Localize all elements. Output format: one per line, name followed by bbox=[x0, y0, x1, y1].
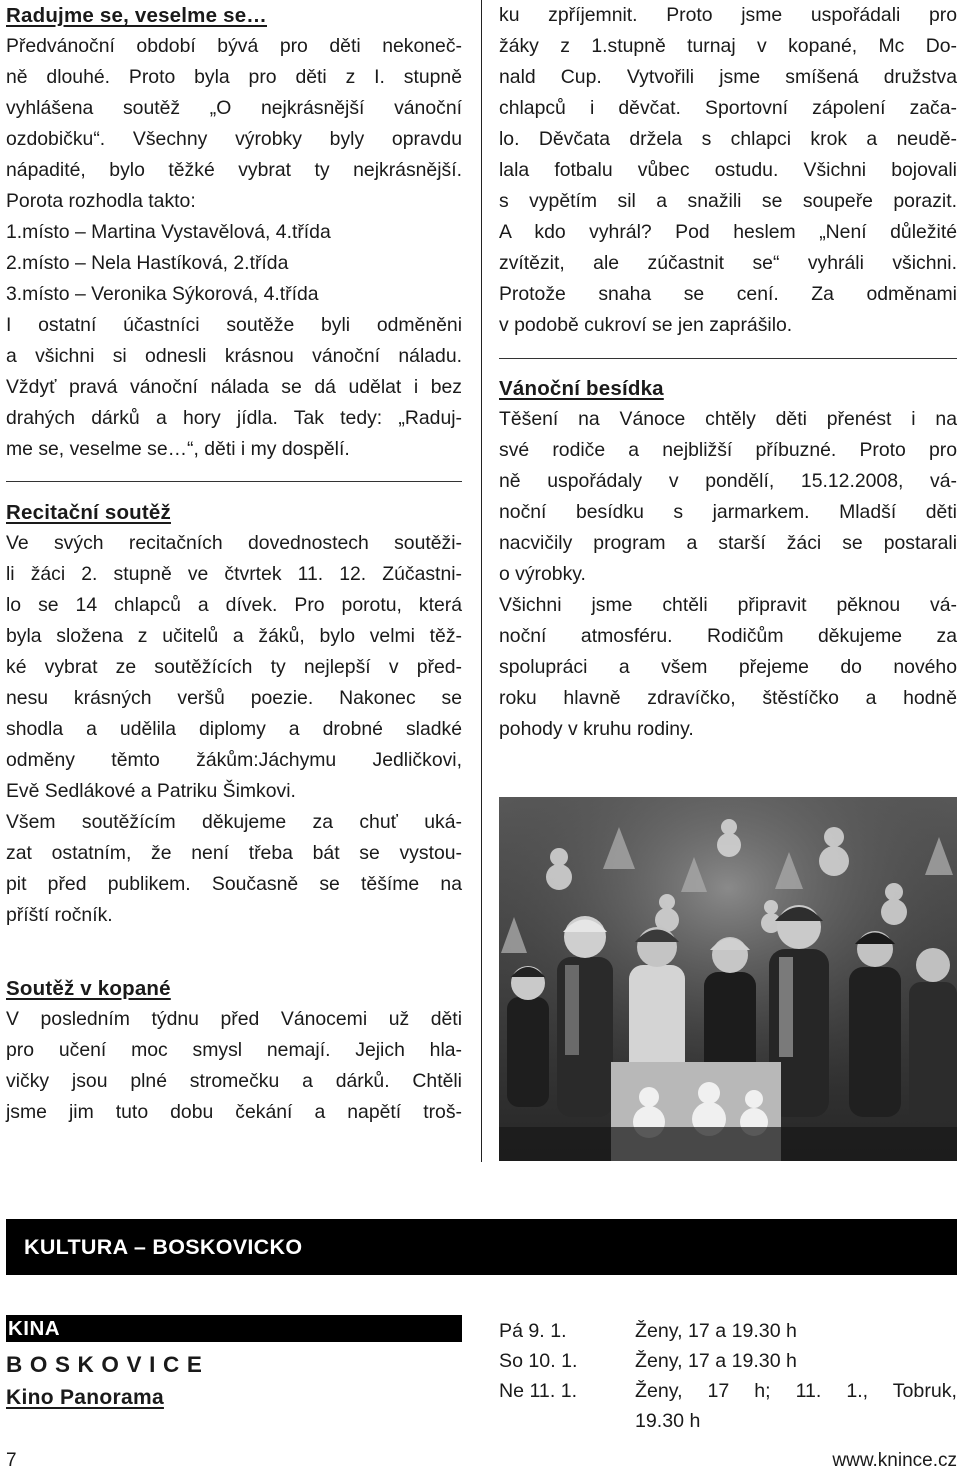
text-line: Všem soutěžícím děkujeme za chuť uká- bbox=[6, 811, 462, 833]
schedule-row bbox=[499, 1376, 957, 1436]
schedule-film: Ženy, 17 a 19.30 h bbox=[635, 1320, 797, 1342]
text-line: ozdobičku“. Všechny výrobky byly opravdu bbox=[6, 128, 462, 150]
text-line: Těšení na Vánoce chtěly děti přenést i na bbox=[499, 408, 957, 430]
article-radujme bbox=[6, 0, 462, 465]
text-line: Vždyť pravá vánoční nálada se dá udělat i bez bbox=[6, 376, 462, 398]
text-line: zat ostatním, že není třeba bát se vystou- bbox=[6, 842, 462, 864]
article-title: Recitační soutěž bbox=[6, 501, 171, 524]
text-line: ku zpříjemnit. Proto jsme uspořádali pro bbox=[499, 4, 957, 26]
text-line: li žáci 2. stupně ve čtvrtek 11. 12. Zúčastni- bbox=[6, 563, 462, 585]
text-line: chlapců i děvčat. Sportovní zápolení zača- bbox=[499, 97, 957, 119]
text-line: nald Cup. Vytvořili jsme smíšená družstva bbox=[499, 66, 957, 88]
text-line: s vypětím sil a snažili se soupeře porazit. bbox=[499, 190, 957, 212]
article-recitacni bbox=[6, 497, 462, 931]
text-line: Protože snaha se cení. Za odměnami bbox=[499, 283, 957, 305]
text-line: v podobě cukroví se jen zaprášilo. bbox=[499, 314, 793, 336]
right-column bbox=[499, 0, 957, 745]
text-line: spolupráci a všem přejeme do nového bbox=[499, 656, 957, 678]
text-line: odměny těmto žákům:Jáchymu Jedličkovi, bbox=[6, 749, 462, 771]
text-line: 3.místo – Veronika Sýkorová, 4.třída bbox=[6, 283, 319, 305]
text-line: pro učení moc smysl nemají. Jejich hla- bbox=[6, 1039, 462, 1061]
article-body-continued bbox=[499, 0, 957, 341]
schedule-film-line: Ženy, 17 h; 11. 1., Tobruk, bbox=[635, 1380, 957, 1402]
article-body bbox=[6, 528, 462, 931]
text-line: nacvičily program a starší žáci se postarali bbox=[499, 532, 957, 554]
kina-banner: KINA bbox=[6, 1315, 462, 1342]
text-line: ně uspořádaly v pondělí, 15.12.2008, vá- bbox=[499, 470, 957, 492]
text-line: lo. Děvčata držela s chlapci krok a neudě- bbox=[499, 128, 957, 150]
text-line: Ve svých recitačních dovednostech soutěži- bbox=[6, 532, 462, 554]
section-divider bbox=[499, 358, 957, 359]
text-line: byla složena z učitelů a žáků, bylo velmi těž- bbox=[6, 625, 462, 647]
text-line: roku hlavně zdravíčko, štěstíčko a hodně bbox=[499, 687, 957, 709]
schedule-film bbox=[635, 1376, 957, 1436]
child-figure bbox=[507, 966, 549, 1107]
town-heading: BOSKOVICE bbox=[6, 1352, 210, 1377]
text-line: Všichni jsme chtěli připravit pěknou vá- bbox=[499, 594, 957, 616]
text-line: 1.místo – Martina Vystavělová, 4.třída bbox=[6, 221, 331, 243]
text-line: drahých dárků a hory jídla. Tak tedy: „Raduj- bbox=[6, 407, 462, 429]
page-number: 7 bbox=[6, 1450, 17, 1471]
text-line: příští ročník. bbox=[6, 904, 113, 926]
text-line: A kdo vyhrál? Pod heslem „Není důležité bbox=[499, 221, 957, 243]
text-line: žáky z 1.stupně turnaj v kopané, Mc Do- bbox=[499, 35, 957, 57]
text-line: ké vybrat ze soutěžících ty nejlepší v před- bbox=[6, 656, 462, 678]
text-line: me se, veselme se…“, děti i my dospělí. bbox=[6, 438, 350, 460]
column-divider bbox=[481, 0, 482, 1162]
photo-illustration bbox=[499, 797, 957, 1161]
article-body bbox=[6, 31, 462, 465]
schedule-row bbox=[499, 1316, 957, 1346]
article-title: Soutěž v kopané bbox=[6, 977, 171, 1000]
schedule-day: Pá 9. 1. bbox=[499, 1320, 567, 1342]
text-line: o výrobky. bbox=[499, 563, 586, 585]
text-line: vičky jsou plné stromečku a dárků. Chtěli bbox=[6, 1070, 462, 1092]
text-line: Porota rozhodla takto: bbox=[6, 190, 196, 212]
left-column bbox=[6, 0, 462, 1128]
article-body bbox=[6, 1004, 462, 1128]
text-line: nápadité, bylo těžké vybrat ty nejkrásnější. bbox=[6, 159, 462, 181]
article-body bbox=[499, 404, 957, 745]
schedule-row bbox=[499, 1346, 957, 1376]
website-url: www.knince.cz bbox=[832, 1450, 957, 1471]
text-line: ně dlouhé. Proto byla pro děti z I. stupně bbox=[6, 66, 462, 88]
schedule-day: Ne 11. 1. bbox=[499, 1380, 578, 1402]
schedule-film-line: 19.30 h bbox=[635, 1410, 701, 1432]
text-line: noční atmosféru. Rodičům děkujeme za bbox=[499, 625, 957, 647]
text-line: nesu krásných veršů poezie. Nakonec se bbox=[6, 687, 462, 709]
schedule-day: So 10. 1. bbox=[499, 1350, 578, 1372]
text-line: a všichni si odnesli krásnou vánoční náladu. bbox=[6, 345, 462, 367]
article-besidka bbox=[499, 373, 957, 745]
text-line: I ostatní účastníci soutěže byli odměněni bbox=[6, 314, 462, 336]
text-line: zvítězit, ale zúčastnit se“ vyhráli všichni. bbox=[499, 252, 957, 274]
text-line: pit před publikem. Současně se těšíme na bbox=[6, 873, 462, 895]
text-line: shodla a udělila diplomy a drobné sladké bbox=[6, 718, 462, 740]
school-play-photo bbox=[499, 797, 957, 1161]
text-line: své rodiče a nejbližší příbuzné. Proto pro bbox=[499, 439, 957, 461]
text-line: jsme jim tuto dobu čekání a napětí troš- bbox=[6, 1101, 462, 1123]
article-title: Radujme se, veselme se… bbox=[6, 4, 267, 27]
cinema-name: Kino Panorama bbox=[6, 1386, 164, 1409]
text-line: noční besídku s jarmarkem. Mladší děti bbox=[499, 501, 957, 523]
cinema-schedule bbox=[499, 1316, 957, 1436]
text-line: Předvánoční období bývá pro děti nekoneč- bbox=[6, 35, 462, 57]
article-kopana bbox=[6, 973, 462, 1128]
section-divider bbox=[6, 481, 462, 482]
text-line: lo se 14 chlapců a dívek. Pro porotu, která bbox=[6, 594, 462, 616]
text-line: Evě Sedlákové a Patriku Šimkovi. bbox=[6, 780, 296, 802]
text-line: vyhlášena soutěž „O nejkrásnější vánoční bbox=[6, 97, 462, 119]
text-line: lala fotbalu vůbec ostudu. Všichni bojovali bbox=[499, 159, 957, 181]
article-title: Vánoční besídka bbox=[499, 377, 664, 400]
schedule-film: Ženy, 17 a 19.30 h bbox=[635, 1350, 797, 1372]
text-line: pohody v kruhu rodiny. bbox=[499, 718, 694, 740]
text-line: 2.místo – Nela Hastíková, 2.třída bbox=[6, 252, 289, 274]
culture-banner: KULTURA – BOSKOVICKO bbox=[6, 1219, 957, 1275]
text-line: V posledním týdnu před Vánocemi už děti bbox=[6, 1008, 462, 1030]
